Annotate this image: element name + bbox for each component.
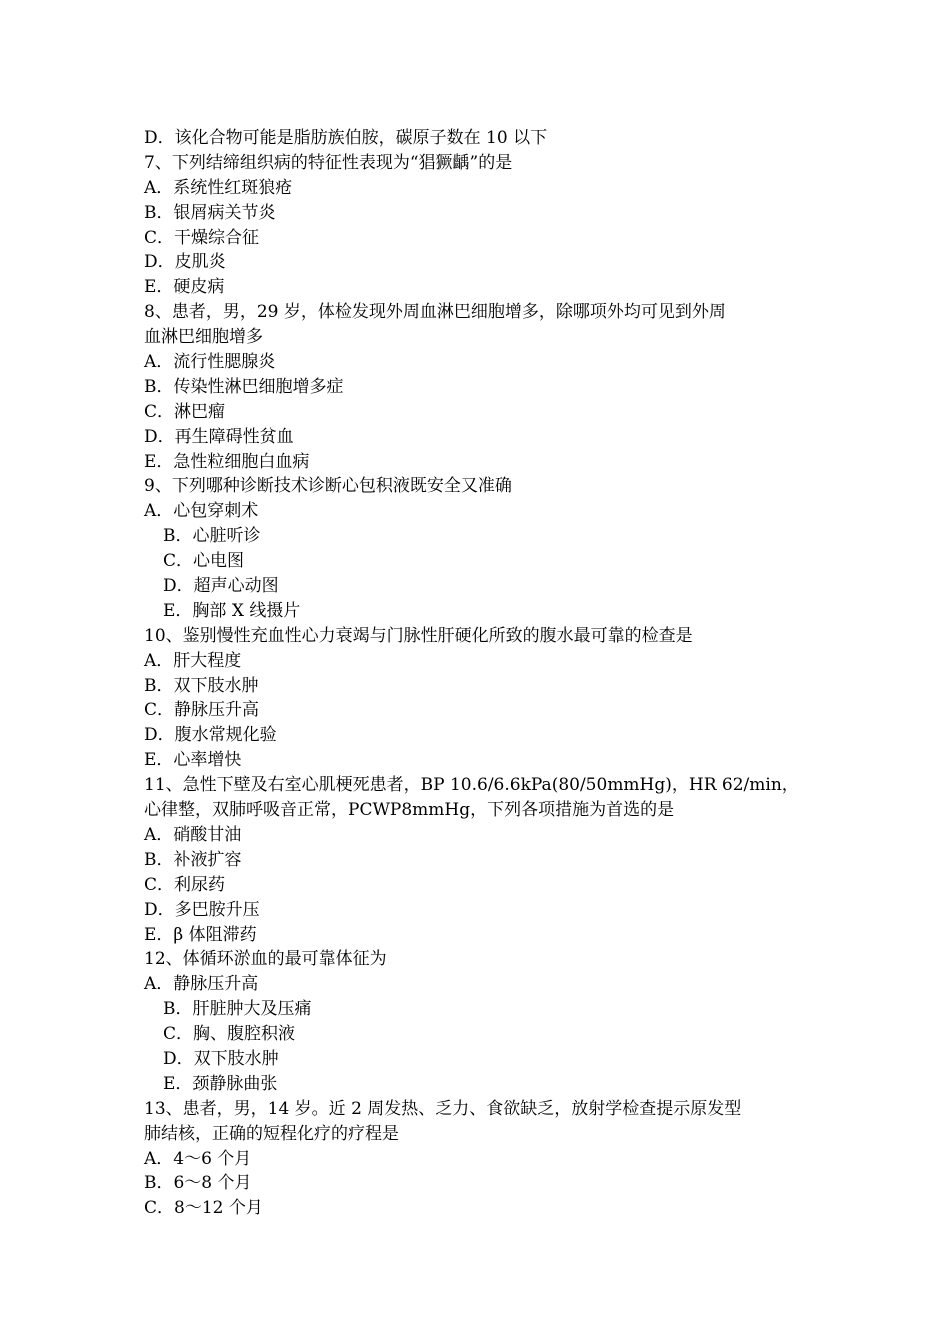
question-stem: 12、体循环淤血的最可靠体征为: [144, 949, 387, 970]
answer-option: A．4～6 个月: [144, 1148, 252, 1169]
question-stem: 9、下列哪种诊断技术诊断心包积液既安全又准确: [144, 476, 512, 497]
answer-option: A．静脉压升高: [144, 974, 259, 995]
answer-option: A．心包穿刺术: [144, 501, 259, 522]
answer-option: A．系统性红斑狼疮: [144, 177, 293, 198]
answer-option: B．肝脏肿大及压痛: [163, 999, 312, 1020]
answer-option: A．肝大程度: [144, 650, 242, 671]
text-line: 心律整，双肺呼吸音正常，PCWP8mmHg，下列各项措施为首选的是: [144, 800, 675, 821]
question-stem: 8、患者，男，29 岁，体检发现外周血淋巴细胞增多，除哪项外均可见到外周: [144, 302, 726, 323]
answer-option: E．硬皮病: [144, 277, 225, 298]
answer-option: C．8～12 个月: [144, 1198, 263, 1219]
answer-option: E．胸部 X 线摄片: [163, 600, 301, 621]
answer-option: B．心脏听诊: [163, 526, 261, 547]
text-line: 血淋巴细胞增多: [144, 327, 263, 348]
answer-option: C．静脉压升高: [144, 700, 260, 721]
answer-option: D．该化合物可能是脂肪族伯胺，碳原子数在 10 以下: [144, 128, 548, 148]
answer-option: C．淋巴瘤: [144, 401, 226, 422]
answer-option: C．利尿药: [144, 874, 226, 895]
answer-option: D．腹水常规化验: [144, 725, 277, 746]
answer-option: B．双下肢水肿: [144, 675, 259, 696]
question-stem: 11、急性下壁及右室心肌梗死患者，BP 10.6/6.6kPa(80/50mmHg)，HR 62/min，: [144, 775, 799, 796]
answer-option: B．传染性淋巴细胞增多症: [144, 376, 344, 397]
answer-option: D．超声心动图: [163, 576, 279, 597]
answer-option: A．流行性腮腺炎: [144, 352, 276, 373]
answer-option: E．心率增快: [144, 750, 242, 771]
answer-option: D．再生障碍性贫血: [144, 426, 294, 447]
answer-option: C．心电图: [163, 551, 245, 572]
answer-option: B．补液扩容: [144, 849, 242, 870]
answer-option: C．胸、腹腔积液: [163, 1024, 296, 1045]
answer-option: D．双下肢水肿: [163, 1048, 279, 1069]
answer-option: E．颈静脉曲张: [163, 1073, 278, 1094]
question-stem: 7、下列结缔组织病的特征性表现为“猖獗齲”的是: [144, 152, 513, 173]
document-body: [144, 126, 814, 1221]
answer-option: B．6～8 个月: [144, 1173, 252, 1194]
answer-option: E．β 体阻滞药: [144, 924, 257, 945]
answer-option: D．多巴胺升压: [144, 899, 260, 920]
answer-option: E．急性粒细胞白血病: [144, 451, 310, 472]
answer-option: D．皮肌炎: [144, 252, 226, 273]
text-line: 肺结核，正确的短程化疗的疗程是: [144, 1123, 399, 1144]
question-stem: 13、患者，男，14 岁。近 2 周发热、乏力、食欲缺乏，放射学检查提示原发型: [144, 1098, 742, 1119]
answer-option: B．银屑病关节炎: [144, 202, 276, 223]
answer-option: C．干燥综合征: [144, 227, 260, 248]
question-stem: 10、鉴别慢性充血性心力衰竭与门脉性肝硬化所致的腹水最可靠的检查是: [144, 625, 693, 646]
answer-option: A．硝酸甘油: [144, 824, 242, 845]
